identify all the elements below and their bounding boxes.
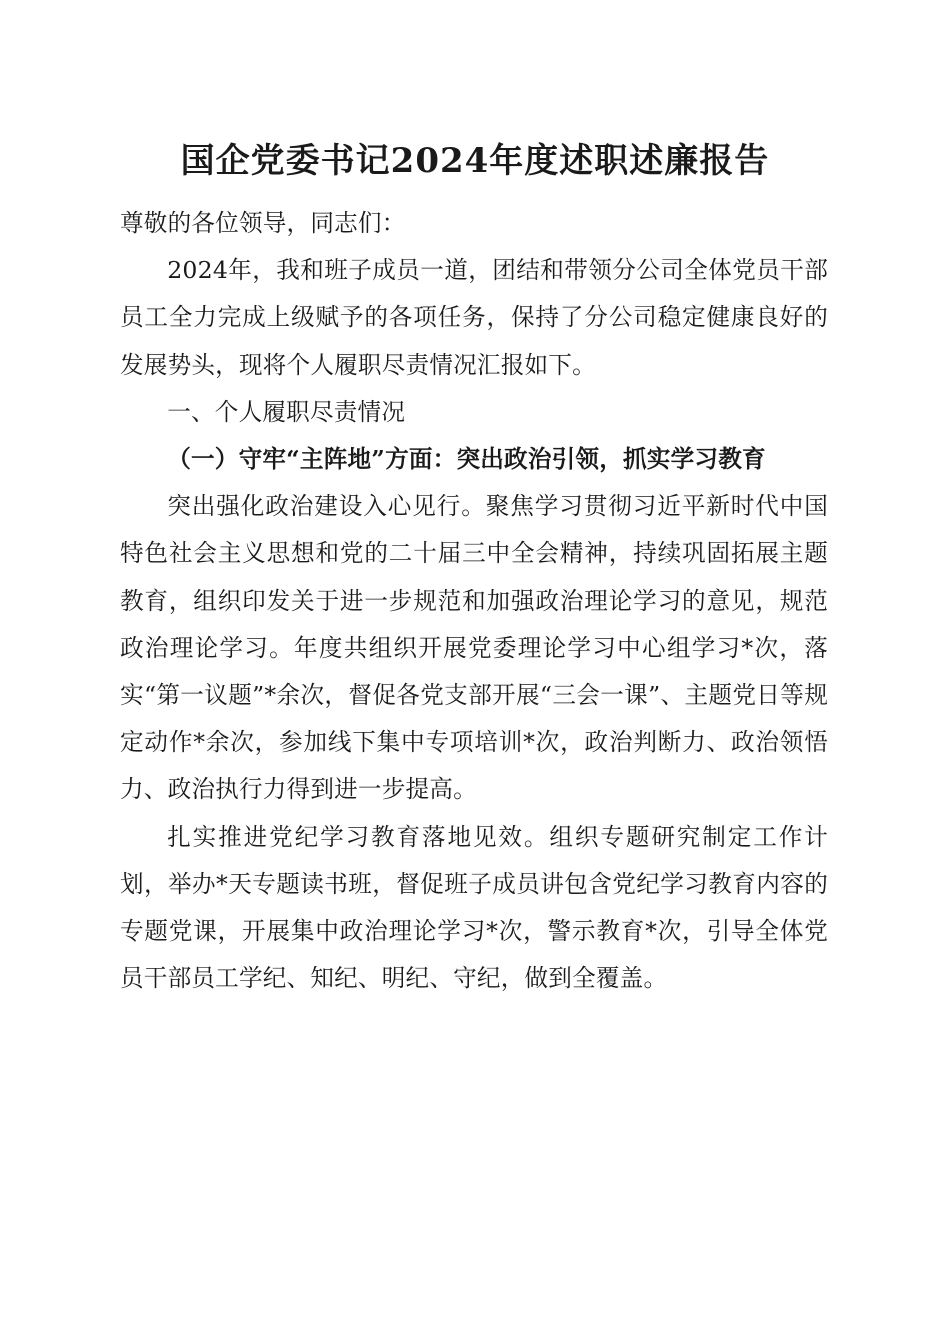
document-title: 国企党委书记2024年度述职述廉报告 xyxy=(180,141,770,181)
section-heading: 一、个人履职尽责情况 xyxy=(167,397,406,426)
body-paragraph-discipline-education: 扎实推进党纪学习教育落地见效。组织专题研究制定工作计划，举办*天专题读书班，督促班子成员讲包含党纪学习教育内容的专题党课，开展集中政治理论学习*次，警示教育*次，引导全体党员干部员工学纪、知纪、明纪、守纪，做到全覆盖。 xyxy=(120,822,828,993)
subsection-heading: （一）守牢“主阵地”方面：突出政治引领，抓实学习教育 xyxy=(167,445,766,474)
body-paragraph-political-building: 突出强化政治建设入心见行。聚焦学习贯彻习近平新时代中国特色社会主义思想和党的二十届三中全会精神，持续巩固拓展主题教育，组织印发关于进一步规范和加强政治理论学习的意见，规范政治理论学习。年度共组织开展党委理论学习中心组学习*次，落实“第一议题”*余次，督促各党支部开展“三会一课”、主题党日等规定动作*余次，参加线下集中专项培训*次，政治判断力、政治领悟力、政治执行力得到进一步提高。 xyxy=(120,492,828,804)
document-body xyxy=(120,200,828,1002)
salutation: 尊敬的各位领导，同志们： xyxy=(120,209,406,237)
intro-paragraph: 2024年，我和班子成员一道，团结和带领分公司全体党员干部员工全力完成上级赋予的各项任务，保持了分公司稳定健康良好的发展势头，现将个人履职尽责情况汇报如下。 xyxy=(120,256,828,379)
